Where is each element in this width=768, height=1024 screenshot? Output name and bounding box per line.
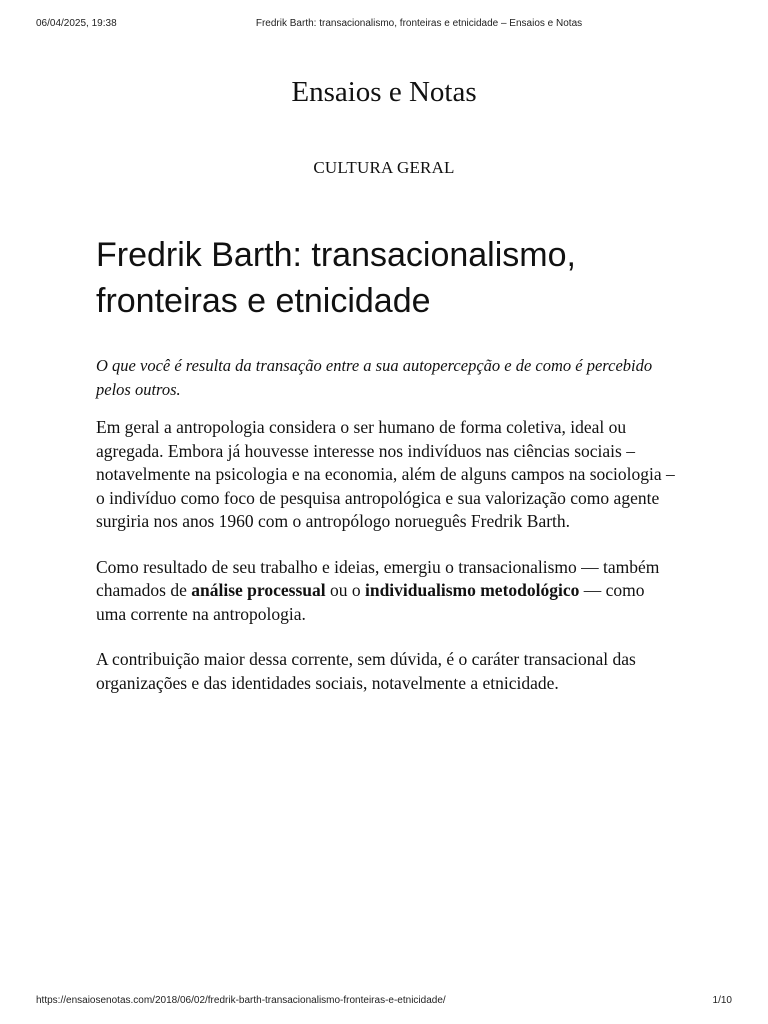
print-page-url: https://ensaiosenotas.com/2018/06/02/fredrik-barth-transacionalismo-fronteiras-e-etnicidade/ <box>36 995 446 1006</box>
paragraph-2-text-2: ou o <box>325 580 365 600</box>
print-page-number: 1/10 <box>712 995 732 1006</box>
print-header <box>36 18 732 32</box>
print-document-title: Fredrik Barth: transacionalismo, fronteiras e etnicidade – Ensaios e Notas <box>255 18 583 29</box>
post-paragraph-1: Em geral a antropologia considera o ser humano de forma coletiva, ideal ou agregada. Embora já houvesse interesse nos indivíduos nas ciências sociais – notavelmente na psicologia e na economia, além de alguns campos na sociologia – o indivíduo como foco de pesquisa antropológica e sua valorização como agente surgiria nos anos 1960 com o antropólogo norueguês Fredrik Barth. <box>96 417 675 531</box>
post-category-link[interactable]: CULTURA GERAL <box>313 158 455 177</box>
post-title: Fredrik Barth: transacionalismo, fronteiras e etnicidade <box>96 236 576 320</box>
term-individualismo-metodologico: individualismo metodológico <box>364 580 580 600</box>
paragraph-2-text-1: Como resultado de seu trabalho e ideias, emergiu o transacionalismo — também chamados de <box>96 556 660 600</box>
print-footer <box>36 995 732 1009</box>
paragraph-2-text-3: — como uma corrente na antropologia. <box>96 580 645 624</box>
post-lead: O que você é resulta da transação entre a sua autopercepção e de como é percebido pelos outros. <box>96 356 653 399</box>
post-paragraph-2 <box>96 556 676 627</box>
print-datetime: 06/04/2025, 19:38 <box>36 18 117 29</box>
post-paragraph-3: A contribuição maior dessa corrente, sem dúvida, é o caráter transacional das organizações e das identidades sociais, notavelmente a etnicidade. <box>96 649 636 693</box>
site-title[interactable]: Ensaios e Notas <box>291 76 477 108</box>
term-analise-processual: análise processual <box>191 580 326 600</box>
post-content <box>96 354 676 717</box>
